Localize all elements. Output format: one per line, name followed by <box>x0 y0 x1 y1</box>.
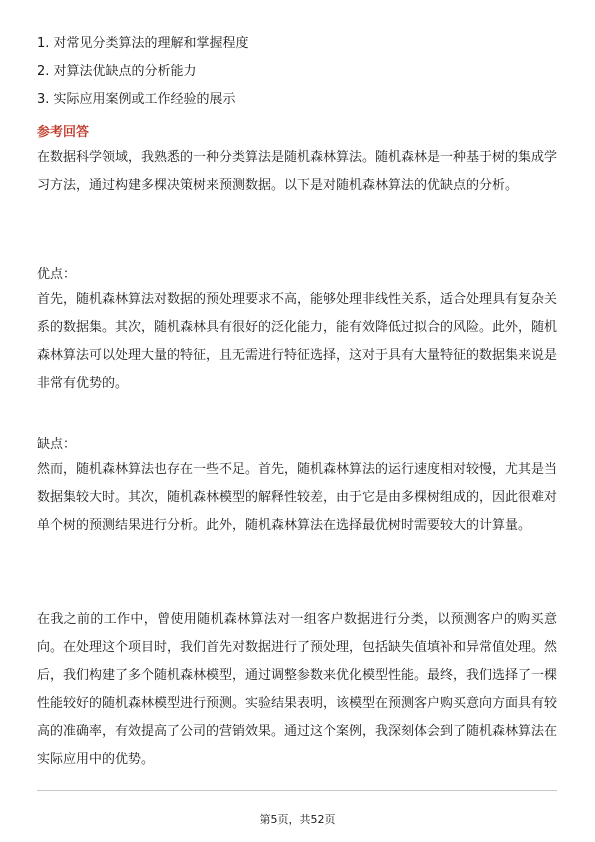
answer-heading: 参考回答 <box>37 125 90 140</box>
advantages-paragraph: 首先，随机森林算法对数据的预处理要求不高，能够处理非线性关系，适合处理具有复杂关系的数据集。其次，随机森林具有很好的泛化能力，能有效降低过拟合的风险。此外，随机森林算法可以处理大量的特征，且无需进行特征选择，这对于具有大量特征的数据集来说是非常有优势的。 <box>37 292 558 391</box>
disadvantages-paragraph: 然而，随机森林算法也存在一些不足。首先，随机森林算法的运行速度相对较慢，尤其是当数据集较大时。其次，随机森林模型的解释性较差，由于它是由多棵树组成的，因此很难对单个树的预测结果进行分析。此外，随机森林算法在选择最优树时需要较大的计算量。 <box>37 462 558 533</box>
intro-paragraph: 在数据科学领域，我熟悉的一种分类算法是随机森林算法。随机森林是一种基于树的集成学习方法，通过构建多棵决策树来预测数据。以下是对随机森林算法的优缺点的分析。 <box>37 150 558 193</box>
question-item-2: 2. 对算法优缺点的分析能力 <box>37 64 197 79</box>
question-item-3: 3. 实际应用案例或工作经验的展示 <box>37 92 236 107</box>
footer-divider <box>37 790 557 791</box>
disadvantages-label: 缺点： <box>37 437 77 452</box>
question-item-1: 1. 对常见分类算法的理解和掌握程度 <box>37 36 249 51</box>
case-study-paragraph: 在我之前的工作中，曾使用随机森林算法对一组客户数据进行分类，以预测客户的购买意向。在处理这个项目时，我们首先对数据进行了预处理，包括缺失值填补和异常值处理。然后，我们构建了多个随机森林模型，通过调整参数来优化模型性能。最终，我们选择了一棵性能较好的随机森林模型进行预测。实验结果表明，该模型在预测客户购买意向方面具有较高的准确率，有效提高了公司的营销效果。通过这个案例，我深刻体会到了随机森林算法在实际应用中的优势。 <box>37 612 558 767</box>
advantages-label: 优点： <box>37 267 77 282</box>
page-number: 第5页，共52页 <box>259 813 336 826</box>
